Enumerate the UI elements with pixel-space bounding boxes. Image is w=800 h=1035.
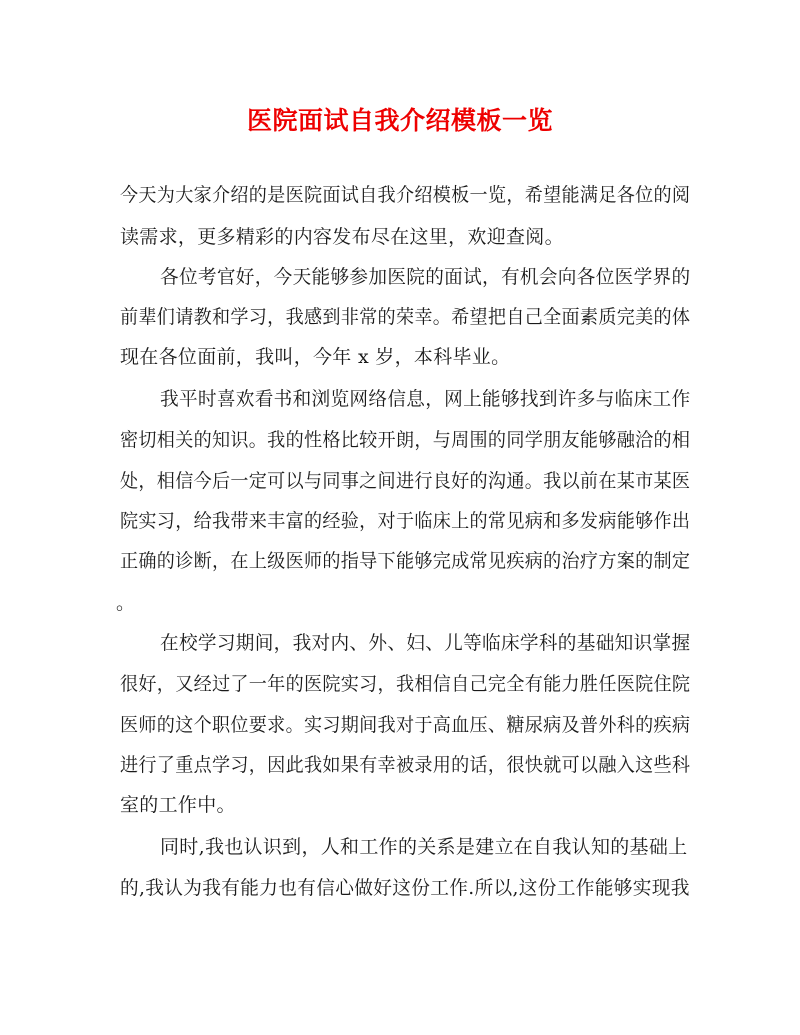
paragraph-5-line-1: 同时,我也认识到，人和工作的关系是建立在自我认知的基础上 [160, 836, 688, 858]
document-title: 医院面试自我介绍模板一览 [246, 106, 553, 135]
paragraph-4-line-4: 进行了重点学习，因此我如果有幸被录用的话，很快就可以融入这些科 [120, 754, 691, 776]
paragraph-3-line-5: 正确的诊断，在上级医师的指导下能够完成常见疾病的治疗方案的制定 [120, 550, 691, 572]
paragraph-3-line-2: 密切相关的知识。我的性格比较开朗，与周围的同学朋友能够融洽的相 [120, 429, 691, 451]
paragraph-3-line-4: 院实习，给我带来丰富的经验，对于临床上的常见病和多发病能够作出 [120, 510, 691, 532]
paragraph-3-line-6: 。 [116, 592, 136, 614]
paragraph-1-line-2: 读需求，更多精彩的内容发布尽在这里，欢迎查阅。 [120, 226, 564, 248]
paragraph-4-line-2: 很好，又经过了一年的医院实习，我相信自己完全有能力胜任医院住院 [120, 673, 691, 695]
paragraph-4-line-5: 室的工作中。 [120, 794, 236, 816]
paragraph-2-line-1: 各位考官好，今天能够参加医院的面试，有机会向各位医学界的 [160, 266, 691, 288]
paragraph-3-line-1: 我平时喜欢看书和浏览网络信息，网上能够找到许多与临床工作 [160, 388, 691, 410]
paragraph-1-line-1: 今天为大家介绍的是医院面试自我介绍模板一览，希望能满足各位的阅 [120, 184, 691, 206]
paragraph-2-line-2: 前辈们请教和学习，我感到非常的荣幸。希望把自己全面素质完美的体 [120, 306, 691, 328]
paragraph-3-line-3: 处，相信今后一定可以与同事之间进行良好的沟通。我以前在某市某医 [120, 470, 691, 492]
paragraph-4-line-3: 医师的这个职位要求。实习期间我对于高血压、糖尿病及普外科的疾病 [120, 714, 691, 736]
paragraph-4-line-1: 在校学习期间，我对内、外、妇、儿等临床学科的基础知识掌握 [160, 632, 691, 654]
paragraph-2-line-3: 现在各位面前，我叫，今年 x 岁，本科毕业。 [120, 346, 511, 368]
paragraph-5-line-2: 的,我认为我有能力也有信心做好这份工作.所以,这份工作能够实现我 [120, 877, 690, 899]
